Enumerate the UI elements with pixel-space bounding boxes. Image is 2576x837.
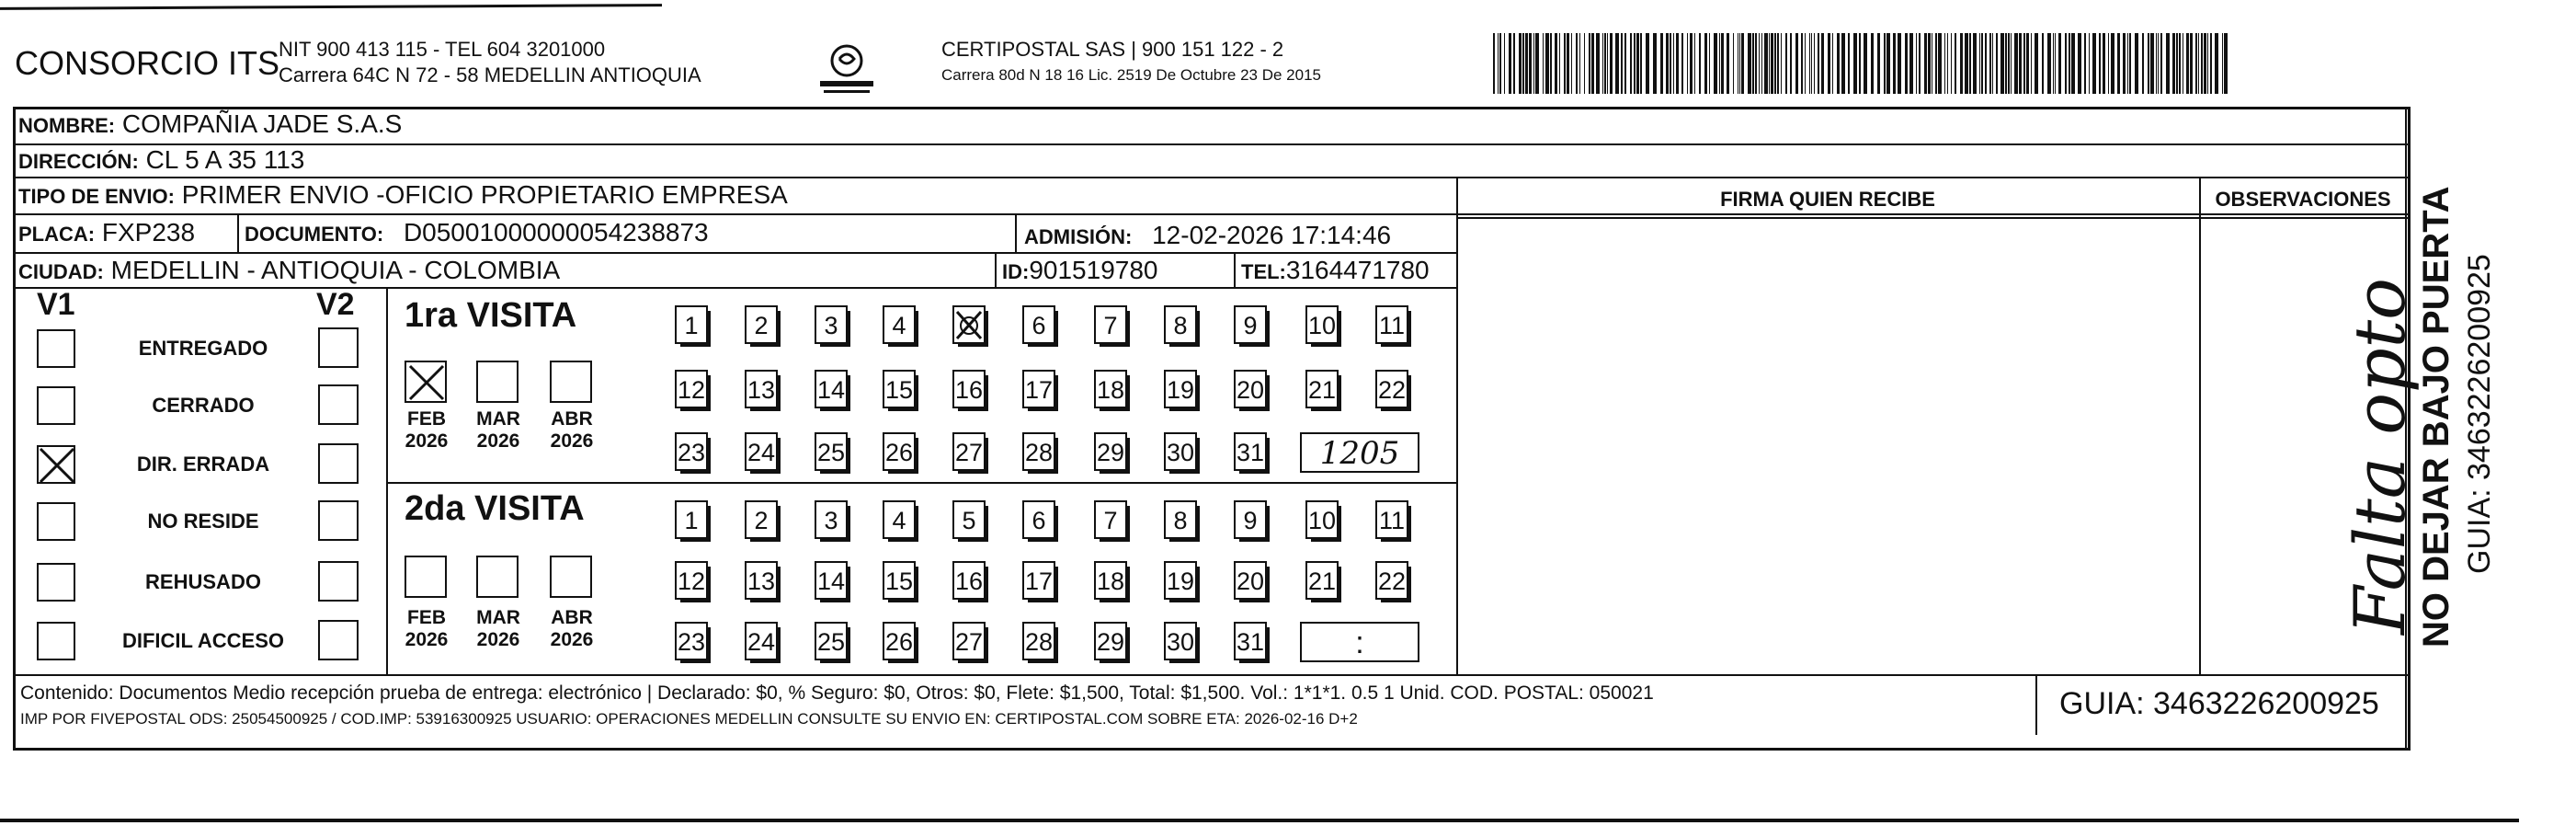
day-17-box[interactable]: 17 bbox=[1022, 370, 1055, 408]
day-25-box[interactable]: 25 bbox=[815, 432, 848, 471]
direccion-label: DIRECCIÓN: bbox=[18, 150, 139, 173]
status-label: REHUSADO bbox=[145, 570, 261, 593]
v1-checkbox[interactable] bbox=[37, 386, 75, 425]
tipo-label: TIPO DE ENVIO: bbox=[18, 185, 175, 208]
visit-time-field[interactable]: 1205 bbox=[1300, 432, 1419, 473]
day-15-box[interactable]: 15 bbox=[883, 561, 916, 600]
rule-1 bbox=[13, 143, 2411, 145]
ciudad-row bbox=[18, 256, 560, 285]
day-10-box[interactable]: 10 bbox=[1305, 305, 1339, 344]
nombre-label: NOMBRE: bbox=[18, 114, 116, 137]
col-firma-left bbox=[1456, 178, 1458, 675]
placa-value: FXP238 bbox=[101, 218, 196, 247]
v2-label: V2 bbox=[316, 287, 355, 322]
day-31-box[interactable]: 31 bbox=[1234, 432, 1267, 471]
rule-4 bbox=[13, 252, 1456, 254]
day-1-box[interactable]: 1 bbox=[675, 305, 708, 344]
day-12-box[interactable]: 12 bbox=[675, 561, 708, 600]
day-23-box[interactable]: 23 bbox=[675, 432, 708, 471]
carrier-address: Carrera 80d N 18 16 Lic. 2519 De Octubre 23 De 2015 bbox=[941, 66, 1321, 84]
documento-row bbox=[245, 218, 709, 247]
day-28-box[interactable]: 28 bbox=[1022, 432, 1055, 471]
day-2-box[interactable]: 2 bbox=[745, 500, 778, 539]
v2-checkbox[interactable] bbox=[318, 500, 359, 541]
div-admision bbox=[1015, 215, 1017, 252]
company-address: Carrera 64C N 72 - 58 MEDELLIN ANTIOQUIA bbox=[279, 63, 701, 86]
day-26-box[interactable]: 26 bbox=[883, 622, 916, 660]
day-24-box[interactable]: 24 bbox=[745, 622, 778, 660]
barcode bbox=[1493, 33, 2228, 94]
v1-checkbox-checked[interactable] bbox=[37, 445, 75, 484]
month-year: 2026 bbox=[405, 430, 449, 452]
nombre-value: COMPAÑIA JADE S.A.S bbox=[121, 109, 403, 138]
day-13-box[interactable]: 13 bbox=[745, 370, 778, 408]
month-name: FEB bbox=[407, 607, 446, 628]
month-label bbox=[544, 607, 599, 651]
month-label bbox=[399, 607, 454, 651]
day-25-box[interactable]: 25 bbox=[815, 622, 848, 660]
nombre-row bbox=[18, 109, 402, 139]
day-23-box[interactable]: 23 bbox=[675, 622, 708, 660]
day-19-box[interactable]: 19 bbox=[1164, 561, 1197, 600]
status-label: NO RESIDE bbox=[147, 510, 259, 533]
month-name: FEB bbox=[407, 408, 446, 430]
rule-3 bbox=[13, 213, 2411, 215]
month-year: 2026 bbox=[550, 430, 594, 452]
day-12-box[interactable]: 12 bbox=[675, 370, 708, 408]
handwritten-observation: Falta opto bbox=[2339, 278, 2421, 635]
day-8-box[interactable]: 8 bbox=[1164, 305, 1197, 344]
month-checkbox[interactable] bbox=[405, 556, 447, 598]
company-nit: NIT 900 413 115 - TEL 604 3201000 bbox=[279, 38, 606, 61]
day-18-box[interactable]: 18 bbox=[1094, 561, 1127, 600]
day-5-box-checked[interactable] bbox=[952, 305, 986, 344]
footer-content: Contenido: Documentos Medio recepción prueba de entrega: electrónico | Declarado: $0, % Seguro: $0, Otros: $0, Flete: $1,500, Total: $1,500. Vol.: 1*1*1. 0.5 1 Unid. COD. POSTAL: 050021 bbox=[20, 682, 1654, 704]
div-placa bbox=[237, 215, 239, 252]
status-label: ENTREGADO bbox=[138, 337, 268, 360]
div-tel bbox=[1234, 252, 1236, 287]
month-checkbox-checked[interactable] bbox=[405, 361, 447, 403]
day-6-box[interactable]: 6 bbox=[1022, 305, 1055, 344]
col-obs-left bbox=[2199, 178, 2201, 675]
footer-guia: GUIA: 3463226200925 bbox=[2059, 686, 2379, 721]
day-14-box[interactable]: 14 bbox=[815, 370, 848, 408]
v1-checkbox[interactable] bbox=[37, 329, 75, 368]
v2-checkbox[interactable] bbox=[318, 384, 359, 425]
div-status-visits bbox=[386, 287, 388, 674]
v2-checkbox[interactable] bbox=[318, 561, 359, 602]
day-13-box[interactable]: 13 bbox=[745, 561, 778, 600]
v1-checkbox[interactable] bbox=[37, 622, 75, 660]
side-guia: GUIA: 3463226200925 bbox=[2462, 254, 2497, 574]
side-notice: NO DEJAR BAJO PUERTA bbox=[2416, 186, 2456, 648]
ciudad-value: MEDELLIN - ANTIOQUIA - COLOMBIA bbox=[110, 256, 561, 284]
rule-2 bbox=[13, 177, 2411, 178]
day-15-box[interactable]: 15 bbox=[883, 370, 916, 408]
day-4-box[interactable]: 4 bbox=[883, 500, 916, 539]
day-27-box[interactable]: 27 bbox=[952, 622, 986, 660]
scan-edge-top bbox=[0, 4, 662, 10]
day-11-box[interactable]: 11 bbox=[1375, 305, 1408, 344]
month-name: ABR bbox=[551, 607, 593, 628]
day-31-box[interactable]: 31 bbox=[1234, 622, 1267, 660]
status-label: DIR. ERRADA bbox=[136, 453, 270, 476]
company-info bbox=[279, 37, 701, 88]
day-16-box[interactable]: 16 bbox=[952, 561, 986, 600]
day-27-box[interactable]: 27 bbox=[952, 432, 986, 471]
tel-row bbox=[1241, 256, 1430, 285]
day-21-box[interactable]: 21 bbox=[1305, 370, 1339, 408]
firma-header: FIRMA QUIEN RECIBE bbox=[1720, 188, 1935, 211]
month-name: MAR bbox=[476, 607, 520, 628]
div-footer-guia bbox=[2035, 676, 2037, 735]
day-20-box[interactable]: 20 bbox=[1234, 370, 1267, 408]
footer-imp: IMP POR FIVEPOSTAL ODS: 25054500925 / COD.IMP: 53916300925 USUARIO: OPERACIONES MEDELLIN CONSULTE SU ENVIO EN: CERTIPOSTAL.COM SOBRE ETA: 2026-02-16 D+2 bbox=[20, 710, 1358, 728]
month-name: ABR bbox=[551, 408, 593, 430]
day-26-box[interactable]: 26 bbox=[883, 432, 916, 471]
month-year: 2026 bbox=[476, 629, 520, 650]
tel-value: 3164471780 bbox=[1285, 256, 1430, 284]
day-9-box[interactable]: 9 bbox=[1234, 500, 1267, 539]
tipo-row bbox=[18, 180, 788, 210]
company-name: CONSORCIO ITS bbox=[15, 44, 280, 82]
id-row bbox=[1002, 256, 1157, 285]
status-label: DIFICIL ACCESO bbox=[121, 629, 284, 652]
status-label: CERRADO bbox=[152, 394, 255, 417]
placa-row bbox=[18, 218, 195, 247]
day-30-box[interactable]: 30 bbox=[1164, 622, 1197, 660]
v1-label: V1 bbox=[37, 287, 75, 322]
day-2-box[interactable]: 2 bbox=[745, 305, 778, 344]
visit-time-field[interactable]: : bbox=[1300, 622, 1419, 662]
day-18-box[interactable]: 18 bbox=[1094, 370, 1127, 408]
day-14-box[interactable]: 14 bbox=[815, 561, 848, 600]
day-8-box[interactable]: 8 bbox=[1164, 500, 1197, 539]
day-7-box[interactable]: 7 bbox=[1094, 305, 1127, 344]
v1-checkbox[interactable] bbox=[37, 502, 75, 541]
month-year: 2026 bbox=[405, 629, 449, 650]
direccion-value: CL 5 A 35 113 bbox=[145, 145, 305, 174]
month-year: 2026 bbox=[476, 430, 520, 452]
month-checkbox[interactable] bbox=[476, 361, 519, 403]
day-22-box[interactable]: 22 bbox=[1375, 561, 1408, 600]
ciudad-label: CIUDAD: bbox=[18, 260, 104, 283]
certipostal-logo-icon bbox=[815, 39, 879, 103]
day-19-box[interactable]: 19 bbox=[1164, 370, 1197, 408]
day-4-box[interactable]: 4 bbox=[883, 305, 916, 344]
day-28-box[interactable]: 28 bbox=[1022, 622, 1055, 660]
day-24-box[interactable]: 24 bbox=[745, 432, 778, 471]
month-year: 2026 bbox=[550, 629, 594, 650]
id-label: ID: bbox=[1002, 260, 1030, 283]
admision-label: ADMISIÓN: bbox=[1024, 225, 1133, 248]
div-id bbox=[995, 252, 997, 287]
month-label bbox=[544, 408, 599, 453]
tipo-value: PRIMER ENVIO -OFICIO PROPIETARIO EMPRESA bbox=[181, 180, 788, 209]
day-29-box[interactable]: 29 bbox=[1094, 622, 1127, 660]
day-21-box[interactable]: 21 bbox=[1305, 561, 1339, 600]
carrier-name: CERTIPOSTAL SAS | 900 151 122 - 2 bbox=[941, 38, 1284, 61]
documento-value: D05001000000054238873 bbox=[403, 218, 709, 247]
month-checkbox[interactable] bbox=[476, 556, 519, 598]
day-29-box[interactable]: 29 bbox=[1094, 432, 1127, 471]
rule-visit-split bbox=[386, 482, 1456, 484]
month-label bbox=[471, 408, 526, 453]
admision-row bbox=[1024, 221, 1391, 250]
day-10-box[interactable]: 10 bbox=[1305, 500, 1339, 539]
v2-checkbox[interactable] bbox=[318, 327, 359, 368]
second-visit-title: 2da VISITA bbox=[405, 489, 585, 528]
day-3-box[interactable]: 3 bbox=[815, 305, 848, 344]
day-7-box[interactable]: 7 bbox=[1094, 500, 1127, 539]
day-3-box[interactable]: 3 bbox=[815, 500, 848, 539]
month-name: MAR bbox=[476, 408, 520, 430]
admision-value: 12-02-2026 17:14:46 bbox=[1152, 221, 1392, 249]
month-label bbox=[471, 607, 526, 651]
v1-checkbox[interactable] bbox=[37, 563, 75, 602]
day-16-box[interactable]: 16 bbox=[952, 370, 986, 408]
v2-checkbox[interactable] bbox=[318, 620, 359, 660]
day-1-box[interactable]: 1 bbox=[675, 500, 708, 539]
day-17-box[interactable]: 17 bbox=[1022, 561, 1055, 600]
day-30-box[interactable]: 30 bbox=[1164, 432, 1197, 471]
rule-footer bbox=[13, 674, 2411, 676]
day-20-box[interactable]: 20 bbox=[1234, 561, 1267, 600]
day-5-box[interactable]: 5 bbox=[952, 500, 986, 539]
month-checkbox[interactable] bbox=[550, 556, 592, 598]
direccion-row bbox=[18, 145, 304, 175]
month-label bbox=[399, 408, 454, 453]
day-11-box[interactable]: 11 bbox=[1375, 500, 1408, 539]
rule-firma-head bbox=[1456, 217, 2411, 219]
day-6-box[interactable]: 6 bbox=[1022, 500, 1055, 539]
observaciones-header: OBSERVACIONES bbox=[2215, 188, 2391, 211]
placa-label: PLACA: bbox=[18, 223, 96, 246]
scan-edge-bottom bbox=[0, 819, 2519, 822]
v2-checkbox[interactable] bbox=[318, 443, 359, 484]
tel-label: TEL: bbox=[1241, 260, 1286, 283]
day-22-box[interactable]: 22 bbox=[1375, 370, 1408, 408]
carrier-info bbox=[941, 37, 1321, 88]
rule-5 bbox=[13, 287, 1456, 289]
documento-label: DOCUMENTO: bbox=[245, 223, 384, 246]
first-visit-title: 1ra VISITA bbox=[405, 296, 577, 335]
id-value: 901519780 bbox=[1029, 256, 1158, 284]
month-checkbox[interactable] bbox=[550, 361, 592, 403]
day-9-box[interactable]: 9 bbox=[1234, 305, 1267, 344]
